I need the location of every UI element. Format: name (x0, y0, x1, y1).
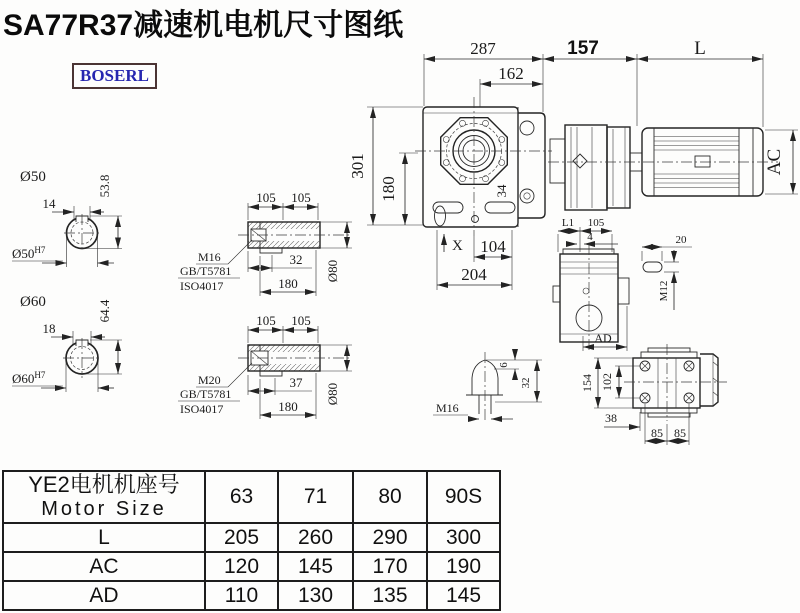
table-header-row (3, 471, 500, 523)
gearbox-front-view (415, 97, 552, 236)
table-row-AC (3, 552, 500, 581)
value-L-80: 290 (353, 523, 427, 552)
dim-L: L (694, 38, 706, 59)
dim-32-top: 32 (289, 252, 303, 267)
top-dimensions (424, 38, 763, 127)
dim-105a: 105 (256, 190, 276, 205)
dim-204: 204 (461, 265, 487, 284)
dim-4: 4 (587, 231, 593, 243)
row-label-L: L (3, 523, 205, 552)
dim-37: 37 (289, 375, 303, 390)
dim-L1: L1 (561, 217, 575, 229)
value-AC-71: 145 (278, 552, 353, 581)
hollow-top-bolt: M16 (198, 250, 221, 264)
dim-162: 162 (498, 64, 524, 83)
page-title: SA77R37减速机电机尺寸图纸 (3, 9, 404, 42)
dim-AC: AC (764, 148, 785, 176)
table-header-en: Motor Size (41, 498, 167, 520)
value-L-71: 260 (278, 523, 353, 552)
table-header-cn: YE2电机机座号 (28, 472, 180, 497)
ac-dimension (764, 130, 798, 194)
motor-size-table (2, 470, 499, 611)
dim-102: 102 (600, 373, 614, 391)
dim-180-bottom: 180 (278, 399, 298, 414)
plug-detail (433, 350, 542, 420)
dim-85b: 85 (674, 426, 686, 440)
value-AC-90s: 190 (427, 552, 500, 581)
shaft50-bore: $Ø50^{H7}$ (12, 245, 46, 261)
value-AD-80: 135 (353, 581, 427, 610)
shaft50-key-width: 14 (42, 196, 56, 211)
table-header-cell (3, 471, 205, 523)
dim-6: 6 (498, 362, 510, 368)
motor-size-80: 80 (353, 471, 427, 523)
hollow-shaft-top (178, 190, 352, 296)
dim-X: X (452, 238, 463, 254)
dim-34: 34 (494, 184, 509, 198)
dim-104: 104 (480, 237, 506, 256)
row-label-AC: AC (3, 552, 205, 581)
brand-logo: BOSERL (72, 63, 157, 89)
dim-32-plug: 32 (520, 377, 532, 389)
hollow-top-std1: GB/T5781 (180, 264, 232, 278)
dim-20: 20 (675, 234, 687, 246)
dim-180-top: 180 (278, 276, 298, 291)
motor-size-90s: 90S (427, 471, 500, 523)
dim-180: 180 (379, 176, 398, 202)
row-label-AD: AD (3, 581, 205, 610)
dim-85a: 85 (651, 426, 663, 440)
hollow-top-std2: ISO4017 (180, 279, 224, 293)
hollow-bottom-std2: ISO4017 (180, 402, 224, 416)
dim-105-side: 105 (587, 217, 605, 229)
shaft50-depth: 53.8 (97, 174, 112, 198)
gearbox-side-view (553, 217, 629, 352)
dim-AD: AD (594, 331, 612, 345)
dim-38: 38 (605, 411, 617, 425)
dim-M12: M12 (658, 280, 670, 302)
value-L-63: 205 (205, 523, 278, 552)
gearbox-back-view (580, 344, 727, 445)
dim-287: 287 (470, 39, 496, 58)
dim-105b: 105 (291, 190, 311, 205)
hollow-shaft-bottom (178, 313, 352, 419)
shaft60-key-width: 18 (42, 321, 56, 336)
motor-size-71: 71 (278, 471, 353, 523)
dim-154: 154 (580, 374, 594, 392)
plug-thread: M16 (436, 401, 459, 415)
hollow-bottom-std1: GB/T5781 (180, 387, 232, 401)
value-L-90s: 300 (427, 523, 500, 552)
motor-size-63: 63 (205, 471, 278, 523)
motor-assembly-side (548, 125, 778, 210)
dim-105c: 105 (256, 313, 276, 328)
shaft60-bore: $Ø60^{H7}$ (12, 370, 46, 386)
value-AD-71: 130 (278, 581, 353, 610)
shaft-section-50 (12, 169, 122, 267)
shaft50-label: Ø50 (20, 169, 46, 185)
value-AC-80: 170 (353, 552, 427, 581)
shaft60-depth: 64.4 (97, 299, 112, 323)
shaft60-label: Ø60 (20, 294, 46, 310)
hollow-bottom-bolt: M20 (198, 373, 221, 387)
dim-dia80-bottom: Ø80 (325, 382, 340, 406)
value-AD-90s: 145 (427, 581, 500, 610)
dim-dia80-top: Ø80 (325, 259, 340, 283)
key-detail (642, 234, 692, 310)
value-AD-63: 110 (205, 581, 278, 610)
dim-301: 301 (348, 153, 367, 179)
table-row-AD (3, 581, 500, 610)
value-AC-63: 120 (205, 552, 278, 581)
table-row-L (3, 523, 500, 552)
dim-157: 157 (567, 38, 599, 59)
shaft-section-60 (12, 294, 122, 392)
dim-105d: 105 (291, 313, 311, 328)
